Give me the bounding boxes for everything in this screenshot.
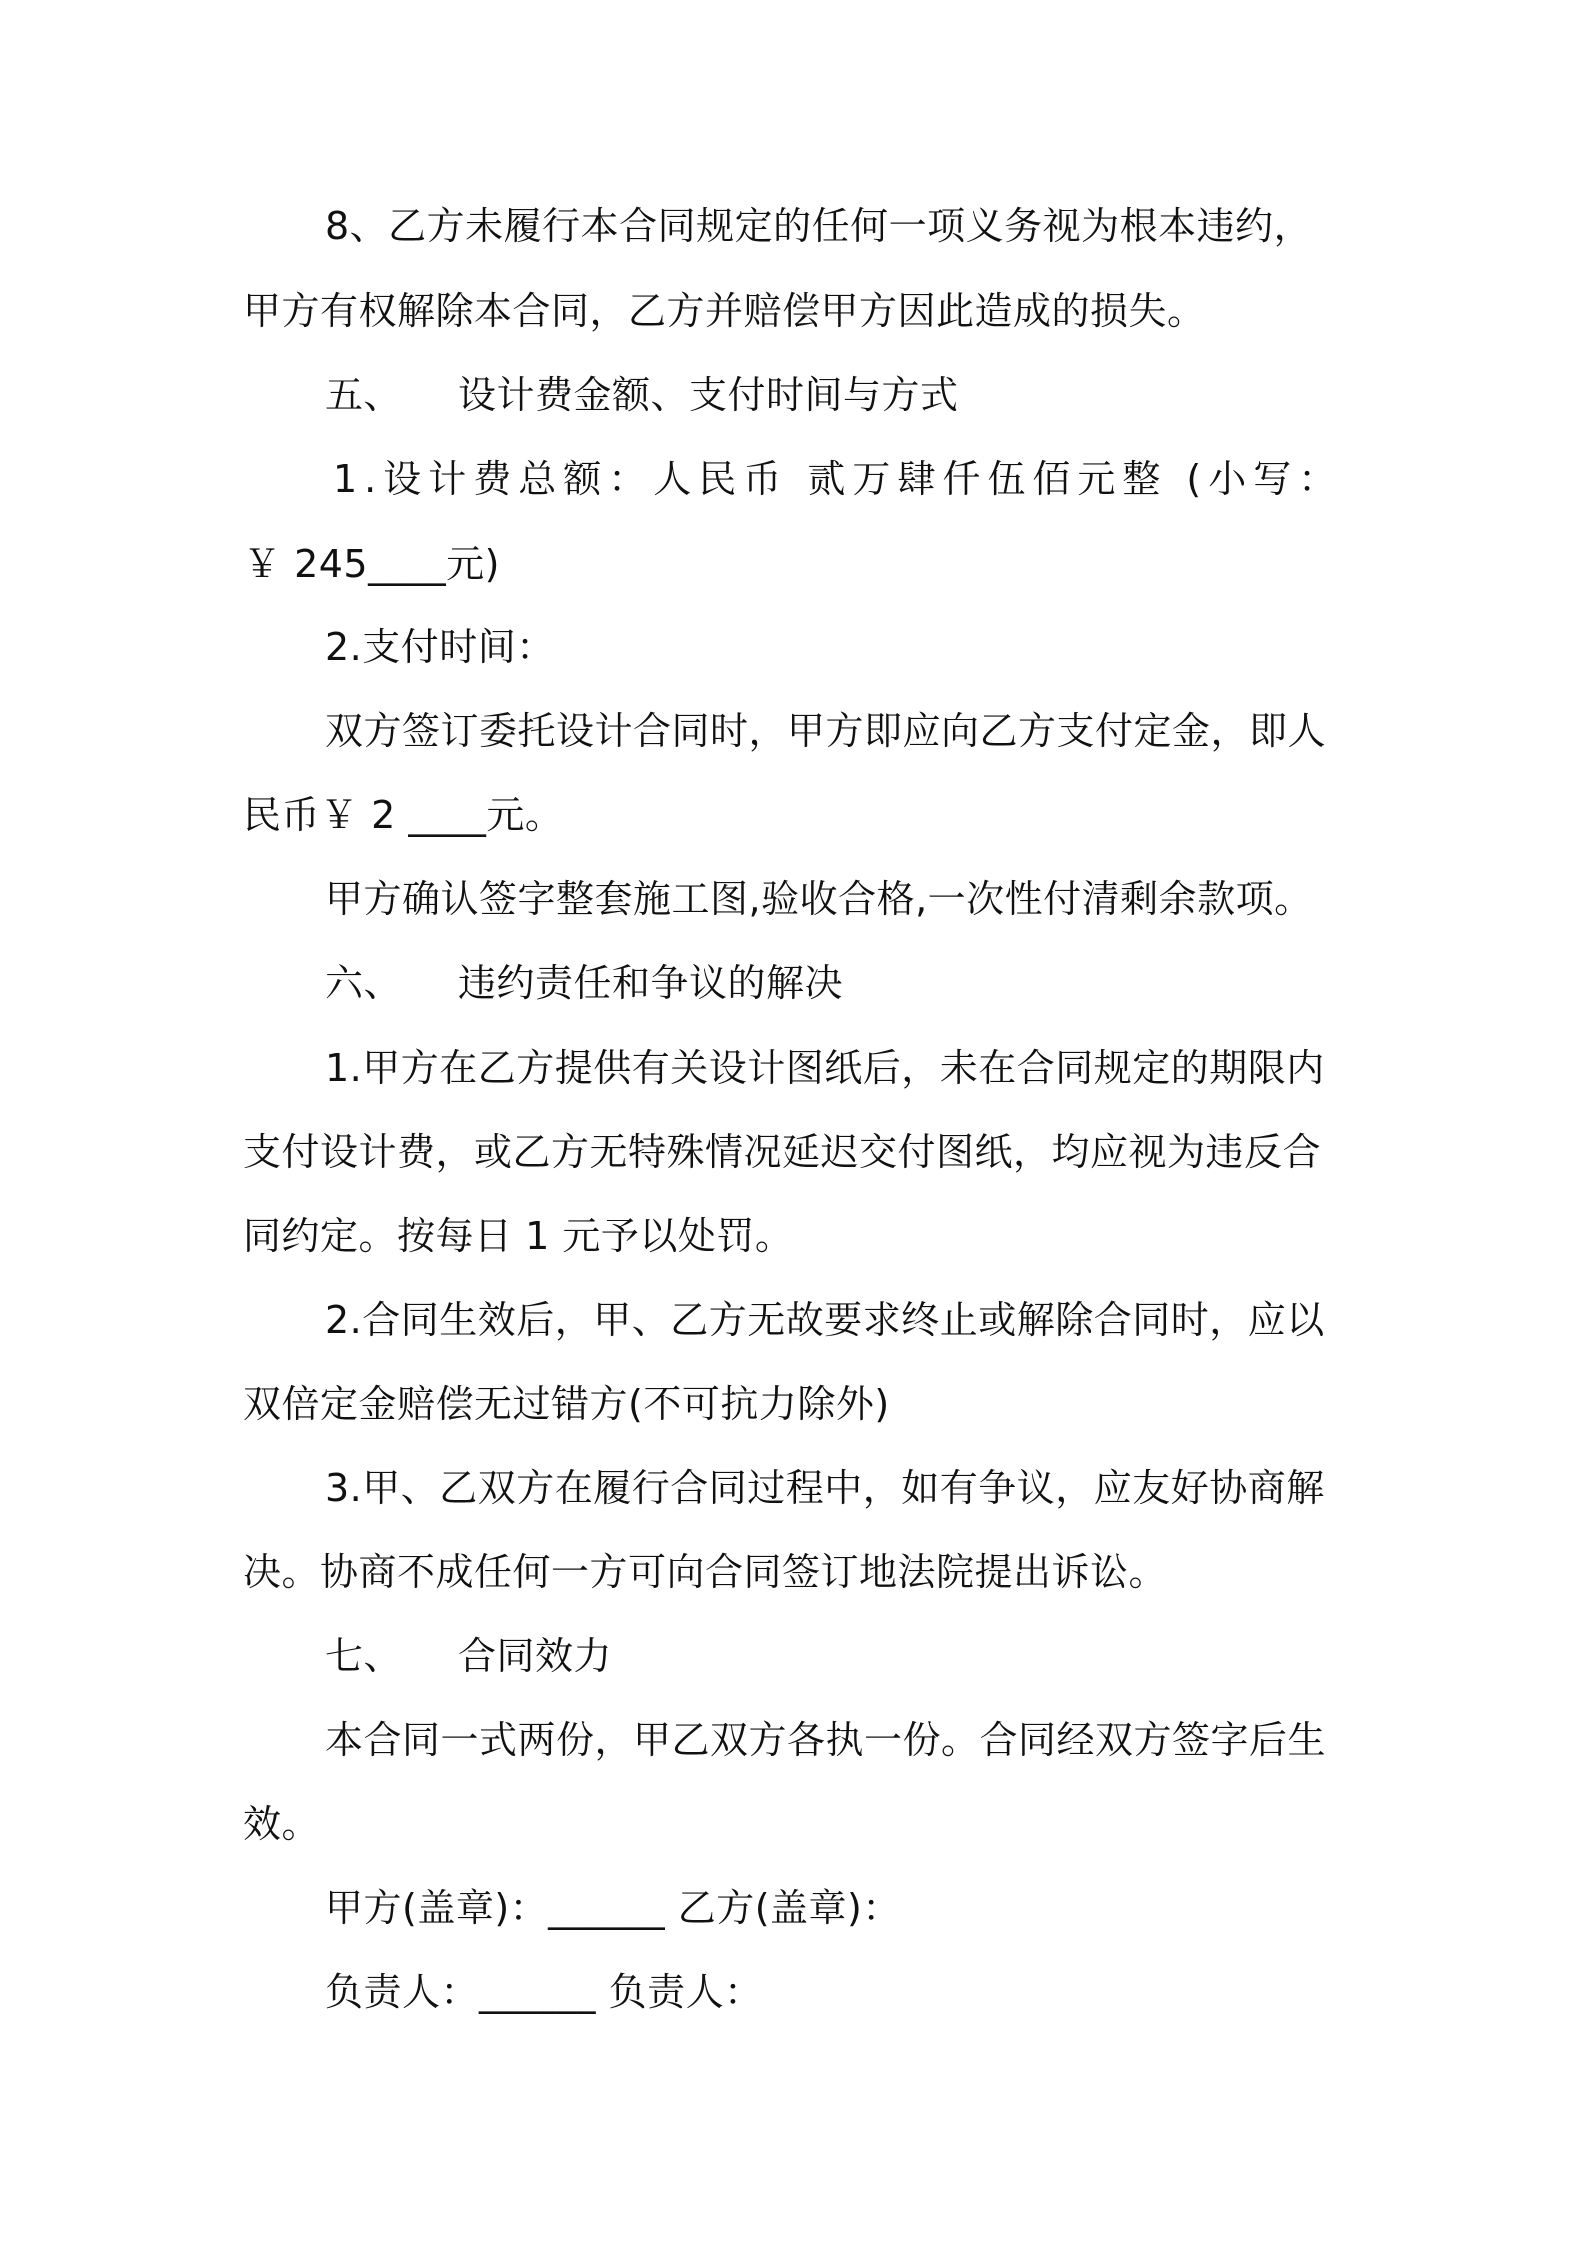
section-6-title: 违约责任和争议的解决 bbox=[458, 961, 844, 1005]
dispute-line-2: 决。协商不成任何一方可向合同签订地法院提出诉讼。 bbox=[243, 1550, 1168, 1594]
validity-line-1: 本合同一式两份，甲乙双方各执一份。合同经双方签字后生 bbox=[325, 1718, 1327, 1762]
section-7-title: 合同效力 bbox=[458, 1634, 613, 1678]
breach-2-line-2: 双倍定金赔偿无过错方(不可抗力除外) bbox=[243, 1382, 890, 1426]
section-7-number: 七、 bbox=[325, 1634, 403, 1678]
section-5-heading bbox=[325, 373, 959, 417]
seal-line: 甲方(盖章)：______ 乙方(盖章)： bbox=[325, 1886, 901, 1930]
section-7-heading bbox=[325, 1634, 613, 1678]
validity-line-2: 效。 bbox=[243, 1802, 321, 1846]
dispute-line-1: 3.甲、乙双方在履行合同过程中，如有争议，应友好协商解 bbox=[325, 1466, 1325, 1510]
fee-total-line-2: ￥ 245____元) bbox=[243, 542, 500, 586]
breach-1-line-2: 支付设计费，或乙方无特殊情况延迟交付图纸，均应视为违反合 bbox=[243, 1130, 1322, 1174]
payment-time-label: 2.支付时间： bbox=[325, 625, 555, 669]
breach-2-line-1: 2.合同生效后，甲、乙方无故要求终止或解除合同时，应以 bbox=[325, 1298, 1325, 1342]
responsible-person-line: 负责人：______ 负责人： bbox=[325, 1970, 763, 2014]
breach-1-line-1: 1.甲方在乙方提供有关设计图纸后，未在合同规定的期限内 bbox=[325, 1046, 1325, 1090]
deposit-line-2: 民币￥ 2 ____元。 bbox=[243, 793, 564, 837]
deposit-line-1: 双方签订委托设计合同时，甲方即应向乙方支付定金，即人 bbox=[325, 709, 1327, 753]
section-6-number: 六、 bbox=[325, 961, 403, 1005]
section-5-number: 五、 bbox=[325, 373, 403, 417]
clause-8-line-1: 8、乙方未履行本合同规定的任何一项义务视为根本违约， bbox=[325, 204, 1313, 248]
breach-1-line-3: 同约定。按每日 1 元予以处罚。 bbox=[243, 1214, 794, 1258]
section-5-title: 设计费金额、支付时间与方式 bbox=[458, 373, 959, 417]
clause-8-line-2: 甲方有权解除本合同，乙方并赔偿甲方因此造成的损失。 bbox=[243, 289, 1206, 333]
section-6-heading bbox=[325, 961, 844, 1005]
fee-total-line-1: 1.设计费总额：人民币 贰万肆仟伍佰元整 (小写： bbox=[333, 457, 1344, 501]
final-payment-line: 甲方确认签字整套施工图,验收合格,一次性付清剩余款项。 bbox=[325, 877, 1313, 921]
